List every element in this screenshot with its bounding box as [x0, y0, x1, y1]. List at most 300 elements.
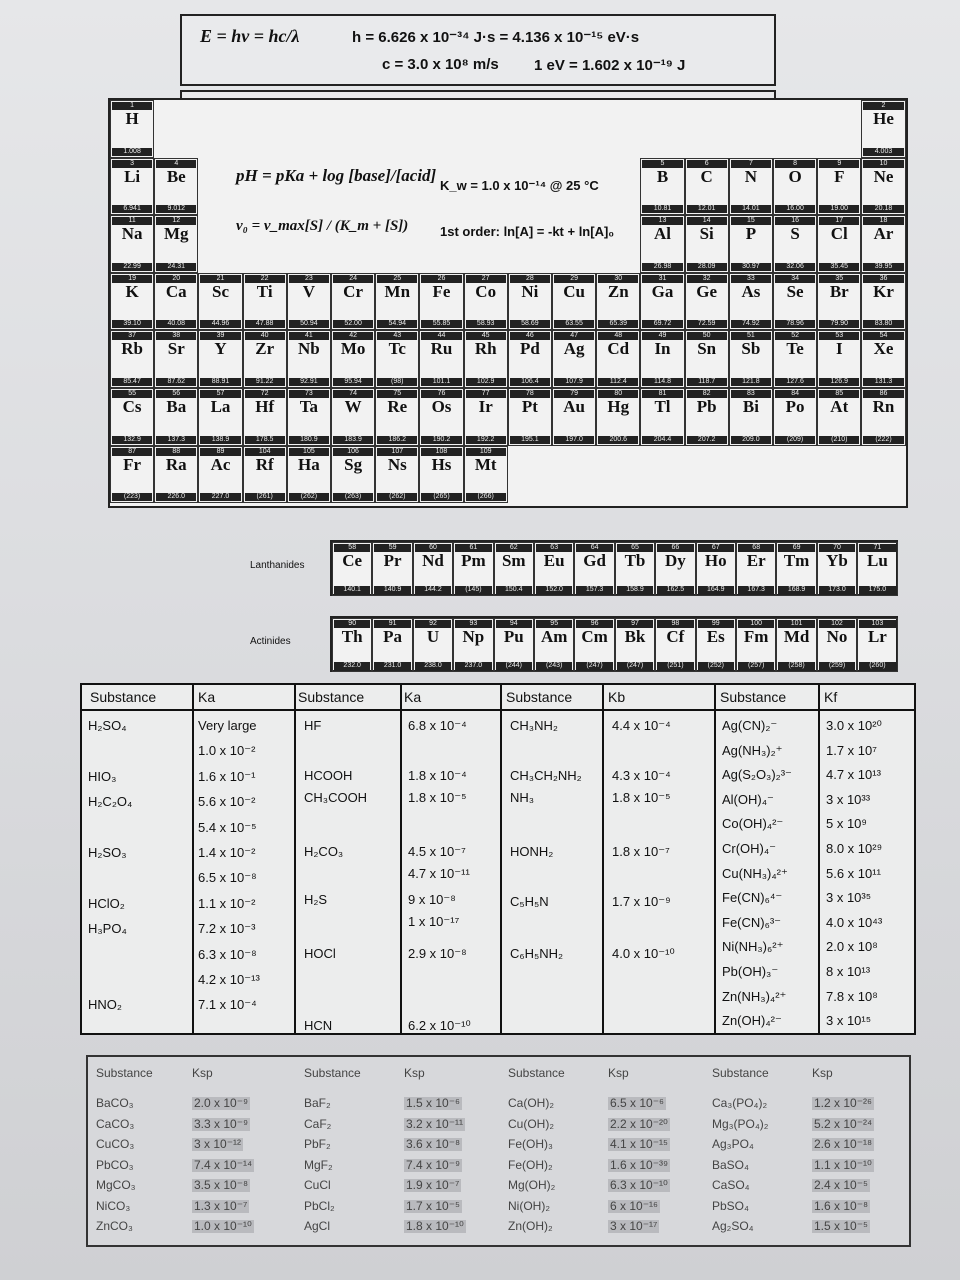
element-symbol: Pd	[519, 339, 540, 359]
atomic-mass: 190.2	[421, 436, 461, 444]
element-cell-lu	[857, 542, 897, 596]
atomic-number: 89	[216, 447, 225, 455]
atomic-number: 53	[835, 332, 844, 340]
atomic-mass: (145)	[455, 586, 491, 594]
acid-ka-substance: H₃PO₄	[88, 921, 127, 937]
atomic-number: 96	[590, 620, 599, 627]
element-cell-zr	[243, 330, 287, 388]
atomic-number: 18	[879, 217, 888, 225]
atomic-mass: 126.9	[819, 378, 859, 386]
acid2-ka-substance: CH₃COOH	[304, 790, 368, 805]
atomic-number: 81	[658, 390, 667, 397]
element-symbol: H	[125, 109, 139, 128]
element-cell-al	[640, 215, 684, 273]
complex-kf-value: 4.0 x 10⁴³	[826, 914, 883, 930]
element-symbol: Rn	[872, 397, 895, 416]
atomic-number: 107	[391, 447, 404, 455]
complex-kf-substance: Cu(NH₃)₄²⁺	[722, 865, 788, 881]
element-cell-os	[419, 388, 463, 446]
acid-ka-value: 1.4 x 10⁻²	[198, 845, 256, 860]
element-symbol: K	[125, 281, 139, 301]
atomic-number: 69	[792, 544, 801, 551]
element-cell-pt	[508, 388, 552, 446]
atomic-number: 20	[172, 274, 181, 282]
atomic-number: 93	[469, 620, 478, 627]
atomic-mass: 204.4	[642, 436, 682, 444]
acid-ka-substance: H₂SO₄	[88, 718, 127, 733]
atomic-mass: (222)	[863, 436, 903, 444]
atomic-number: 72	[260, 390, 269, 397]
element-cell-sm	[494, 542, 534, 596]
atomic-number: 68	[752, 544, 761, 551]
atomic-number: 73	[304, 390, 313, 397]
element-symbol: U	[426, 627, 440, 646]
atomic-number: 57	[216, 390, 225, 397]
ksp-value: 1.5 x 10⁻⁵	[814, 1219, 869, 1233]
ksp-value: 2.4 x 10⁻⁵	[814, 1178, 869, 1192]
element-cell-bi	[729, 388, 773, 446]
element-cell-si	[685, 215, 729, 273]
element-symbol: Sn	[697, 339, 717, 359]
atomic-mass: 44.96	[200, 320, 240, 328]
atomic-number: 92	[429, 620, 437, 627]
ksp-value: 3.6 x 10⁻⁸	[406, 1137, 461, 1151]
element-symbol: Mn	[384, 281, 411, 301]
atomic-mass: 91.22	[245, 378, 285, 386]
acid-ka-substance: HClO₂	[88, 895, 125, 911]
element-cell-as	[729, 273, 773, 331]
element-symbol: Cr	[343, 281, 363, 301]
atomic-mass: 227.0	[200, 493, 240, 501]
atomic-number: 29	[570, 274, 578, 282]
element-symbol: Po	[785, 397, 805, 416]
base-kb-value: 4.4 x 10⁻⁴	[612, 718, 671, 733]
element-symbol: Pt	[521, 397, 538, 416]
atomic-mass: 26.98	[642, 263, 682, 271]
atomic-number: 62	[509, 544, 518, 551]
atomic-number: 63	[550, 544, 559, 551]
element-symbol: Sr	[167, 339, 185, 359]
ksp-header-substance: Substance	[304, 1066, 361, 1080]
atomic-mass: 102.9	[466, 378, 506, 386]
ksp-substance: BaCO₃	[96, 1096, 134, 1110]
ksp-value: 2.6 x 10⁻¹⁸	[814, 1137, 873, 1151]
element-symbol: Sg	[344, 454, 363, 474]
complex-kf-substance: Pb(OH)₃⁻	[722, 964, 779, 979]
ksp-value: 2.0 x 10⁻⁹	[194, 1096, 249, 1110]
acid-ka-value: Very large	[198, 718, 257, 733]
element-symbol: Cd	[607, 339, 630, 359]
complex-kf-substance: Fe(CN)₆⁴⁻	[722, 890, 783, 906]
atomic-number: 27	[481, 274, 490, 282]
atomic-number: 94	[509, 620, 518, 627]
element-symbol: Be	[166, 166, 186, 186]
complex-kf-value: 3 x 10³³	[826, 791, 871, 807]
ksp-substance: Cu(OH)₂	[508, 1116, 554, 1131]
element-symbol: P	[745, 224, 757, 244]
element-cell-hg	[596, 388, 640, 446]
base-kb-value: 1.8 x 10⁻⁵	[612, 790, 671, 805]
atomic-number: 3	[130, 159, 135, 167]
atomic-number: 43	[393, 332, 402, 340]
acid2-ka-substance: HOCl	[304, 946, 336, 961]
element-symbol: Kr	[873, 281, 894, 301]
element-cell-np	[453, 618, 493, 672]
atomic-number: 15	[746, 217, 755, 225]
atomic-mass: 173.0	[819, 586, 855, 594]
atomic-mass: 162.5	[657, 586, 693, 594]
ksp-substance: AgCl	[304, 1219, 331, 1233]
atomic-mass: 85.47	[112, 378, 152, 386]
element-cell-sb	[729, 330, 773, 388]
column-divider	[714, 685, 716, 1033]
ksp-value: 3.5 x 10⁻⁸	[194, 1178, 249, 1192]
element-symbol: Co	[475, 281, 497, 301]
element-cell-ir	[464, 388, 508, 446]
element-cell-ga	[640, 273, 684, 331]
ksp-header-k: Ksp	[192, 1066, 213, 1080]
ksp-table	[86, 1055, 911, 1247]
element-symbol: Mt	[474, 454, 497, 474]
atomic-number: 75	[393, 390, 402, 397]
acid2-ka-value: 6.2 x 10⁻¹⁰	[408, 1018, 471, 1033]
element-cell-po	[773, 388, 817, 446]
element-symbol: Ge	[696, 281, 718, 301]
ksp-header-substance: Substance	[712, 1066, 769, 1080]
atomic-mass: 4.003	[863, 148, 903, 156]
acid-ka-substance: H₂C₂O₄	[88, 794, 133, 810]
speed-of-light: c = 3.0 x 10⁸ m/s	[382, 56, 499, 73]
atomic-mass: 183.9	[333, 436, 373, 444]
ksp-substance: Ag₂SO₄	[712, 1219, 754, 1233]
acid-ka-value: 5.4 x 10⁻⁵	[198, 819, 257, 835]
complex-kf-value: 3 x 10³⁵	[826, 890, 872, 906]
element-cell-p	[729, 215, 773, 273]
element-symbol: Ru	[430, 339, 453, 359]
element-cell-ag	[552, 330, 596, 388]
column-divider	[294, 685, 296, 1033]
element-symbol: Eu	[543, 551, 565, 570]
table-header-cell: Ka	[198, 689, 216, 705]
atomic-mass: 69.72	[642, 320, 682, 328]
element-cell-re	[375, 388, 419, 446]
atomic-number: 46	[525, 332, 534, 340]
element-symbol: Cf	[666, 627, 685, 646]
element-cell-pr	[372, 542, 412, 596]
complex-kf-substance: Zn(NH₃)₄²⁺	[722, 988, 787, 1004]
atomic-number: 95	[550, 620, 559, 627]
element-symbol: Zn	[607, 281, 629, 301]
element-cell-lr	[857, 618, 897, 672]
element-cell-ti	[243, 273, 287, 331]
acid-ka-value: 6.5 x 10⁻⁸	[198, 870, 257, 886]
atomic-number: 49	[658, 332, 667, 340]
element-cell-ar	[861, 215, 905, 273]
atomic-mass: 39.10	[112, 320, 152, 328]
element-cell-cl	[817, 215, 861, 273]
atomic-mass: (265)	[421, 493, 461, 501]
atomic-number: 33	[746, 274, 755, 282]
atomic-number: 35	[835, 274, 844, 282]
atomic-mass: 78.96	[775, 320, 815, 328]
element-symbol: Al	[653, 224, 671, 244]
element-cell-rh	[464, 330, 508, 388]
acid2-ka-value: 4.5 x 10⁻⁷	[408, 844, 466, 859]
table-header-cell: Kb	[608, 689, 626, 705]
base-kb-substance: HONH₂	[510, 844, 554, 859]
element-symbol: Ca	[165, 281, 187, 301]
element-symbol: Rh	[474, 339, 497, 359]
element-cell-rn	[861, 388, 905, 446]
column-divider	[818, 685, 820, 1033]
atomic-number: 9	[837, 159, 842, 167]
atomic-mass: (263)	[333, 493, 373, 501]
atomic-mass: (223)	[112, 493, 152, 501]
complex-kf-value: 1.7 x 10⁷	[826, 742, 877, 758]
ksp-value: 7.4 x 10⁻⁹	[406, 1157, 461, 1172]
atomic-number: 10	[879, 159, 888, 167]
ksp-substance: MgF₂	[304, 1157, 333, 1172]
equilibrium-constants-table	[80, 683, 916, 1035]
acid-ka-value: 4.2 x 10⁻¹³	[198, 972, 260, 987]
element-cell-o	[773, 158, 817, 216]
atomic-mass: 175.0	[859, 586, 895, 594]
atomic-mass: 231.0	[374, 662, 410, 670]
element-symbol: Te	[786, 339, 804, 359]
complex-kf-substance: Zn(OH)₄²⁻	[722, 1013, 782, 1029]
element-cell-ba	[154, 388, 198, 446]
atomic-mass: 167.3	[738, 586, 774, 594]
atomic-mass: 40.08	[156, 320, 196, 328]
element-cell-te	[773, 330, 817, 388]
ksp-value: 1.7 x 10⁻⁵	[406, 1198, 461, 1213]
atomic-number: 24	[349, 274, 357, 282]
element-cell-h	[110, 100, 154, 158]
atomic-mass: 180.9	[289, 436, 329, 444]
element-cell-ha	[287, 446, 331, 504]
atomic-mass: (247)	[576, 662, 612, 670]
element-symbol: Y	[214, 339, 227, 359]
ksp-value: 3 x 10⁻¹⁷	[610, 1219, 658, 1233]
acid2-ka-substance: H₂S	[304, 892, 328, 907]
complex-kf-substance: Ag(NH₃)₂⁺	[722, 742, 783, 758]
element-symbol: Er	[746, 551, 766, 570]
atomic-mass: 50.94	[289, 320, 329, 328]
planck-constant: h = 6.626 x 10⁻³⁴ J·s = 4.136 x 10⁻¹⁵ eV·s	[352, 29, 640, 46]
atomic-number: 11	[128, 217, 136, 225]
acid-ka-value: 7.1 x 10⁻⁴	[198, 997, 257, 1013]
element-symbol: Ti	[256, 281, 273, 301]
atomic-number: 37	[128, 332, 136, 340]
element-symbol: At	[830, 397, 849, 416]
element-symbol: Se	[786, 281, 804, 301]
atomic-mass: 164.9	[698, 586, 734, 594]
element-cell-mn	[375, 273, 419, 331]
element-cell-y	[198, 330, 242, 388]
element-cell-tb	[615, 542, 655, 596]
ksp-value: 1.2 x 10⁻²⁶	[814, 1096, 872, 1110]
ksp-value: 2.2 x 10⁻²⁰	[610, 1116, 668, 1131]
acid-ka-substance: HIO₃	[88, 768, 117, 784]
atomic-number: 4	[174, 159, 179, 167]
atomic-number: 58	[348, 544, 357, 551]
element-cell-zn	[596, 273, 640, 331]
ksp-value: 1.8 x 10⁻¹⁰	[406, 1219, 464, 1233]
element-cell-fm	[736, 618, 776, 672]
ksp-substance: BaSO₄	[712, 1157, 749, 1172]
reference-sheet	[70, 0, 930, 1280]
atomic-number: 87	[128, 447, 136, 455]
element-cell-rf	[243, 446, 287, 504]
atomic-number: 86	[879, 390, 888, 397]
element-symbol: Gd	[583, 551, 606, 570]
element-cell-fr	[110, 446, 154, 504]
atomic-mass: (209)	[775, 436, 815, 444]
atomic-number: 26	[437, 274, 446, 282]
kw-equation: K_w = 1.0 x 10⁻¹⁴ @ 25 °C	[440, 178, 599, 193]
atomic-mass: 200.6	[598, 436, 638, 444]
element-cell-be	[154, 158, 198, 216]
ksp-substance: ZnCO₃	[96, 1219, 133, 1233]
element-symbol: Pm	[461, 551, 486, 570]
acid2-ka-value: 1 x 10⁻¹⁷	[408, 914, 460, 929]
ksp-substance: Fe(OH)₂	[508, 1157, 553, 1172]
atomic-number: 101	[790, 620, 803, 627]
atomic-mass: 114.8	[642, 378, 682, 386]
atomic-mass: 138.9	[200, 436, 240, 444]
ksp-value: 1.3 x 10⁻⁷	[194, 1198, 248, 1213]
atomic-number: 31	[658, 274, 667, 282]
atomic-number: 32	[702, 274, 711, 282]
acid2-ka-substance: HF	[304, 718, 322, 733]
atomic-number: 56	[172, 390, 181, 397]
element-cell-na	[110, 215, 154, 273]
column-divider	[192, 685, 194, 1033]
atomic-number: 74	[349, 390, 357, 397]
column-divider	[400, 685, 402, 1033]
atomic-mass: 52.00	[333, 320, 373, 328]
atomic-mass: (251)	[657, 662, 693, 670]
atomic-mass: 101.1	[421, 378, 461, 386]
atomic-mass: (260)	[859, 662, 895, 670]
ksp-header-substance: Substance	[96, 1066, 153, 1080]
element-symbol: Nb	[298, 339, 320, 359]
element-symbol: Fm	[743, 627, 769, 646]
atomic-number: 22	[260, 274, 269, 282]
element-cell-xe	[861, 330, 905, 388]
atomic-number: 108	[435, 447, 448, 455]
element-symbol: S	[790, 224, 800, 244]
atomic-number: 79	[570, 390, 578, 397]
complex-kf-value: 3 x 10¹⁵	[826, 1013, 872, 1029]
ksp-substance: Ni(OH)₂	[508, 1198, 550, 1213]
atomic-number: 38	[172, 332, 181, 340]
base-kb-substance: NH₃	[510, 790, 535, 805]
element-cell-at	[817, 388, 861, 446]
element-cell-cs	[110, 388, 154, 446]
atomic-number: 103	[871, 620, 884, 627]
atomic-mass: 168.9	[778, 586, 814, 594]
element-cell-ce	[332, 542, 372, 596]
element-symbol: I	[835, 339, 843, 359]
element-symbol: Ns	[387, 454, 407, 474]
element-symbol: Tl	[654, 397, 671, 416]
atomic-mass: 32.06	[775, 263, 815, 271]
element-symbol: Ta	[299, 397, 319, 416]
complex-kf-value: 3.0 x 10²⁰	[826, 718, 882, 733]
atomic-mass: 140.9	[374, 586, 410, 594]
atomic-mass: 30.97	[731, 263, 771, 271]
element-symbol: Ne	[873, 166, 894, 186]
element-cell-mt	[464, 446, 508, 504]
constants-box	[180, 14, 776, 86]
atomic-mass: 72.59	[687, 320, 727, 328]
ksp-value: 3.2 x 10⁻¹¹	[406, 1116, 464, 1131]
atomic-number: 6	[704, 159, 709, 167]
atomic-mass: 192.2	[466, 436, 506, 444]
ksp-value: 1.6 x 10⁻⁸	[814, 1198, 869, 1213]
atomic-number: 99	[711, 620, 720, 627]
atomic-mass: 140.1	[334, 586, 370, 594]
element-symbol: Sc	[211, 281, 229, 301]
complex-kf-value: 4.7 x 10¹³	[826, 767, 881, 783]
element-symbol: Es	[706, 627, 725, 646]
atomic-mass: 12.01	[687, 205, 727, 213]
element-symbol: O	[788, 166, 802, 186]
atomic-mass: 47.88	[245, 320, 285, 328]
acid2-ka-value: 2.9 x 10⁻⁸	[408, 946, 467, 961]
element-cell-mo	[331, 330, 375, 388]
atomic-number: 88	[172, 447, 181, 455]
element-cell-pa	[372, 618, 412, 672]
element-symbol: Tb	[624, 551, 646, 570]
atomic-mass: 20.18	[863, 205, 903, 213]
complex-kf-substance: Cr(OH)₄⁻	[722, 841, 777, 856]
atomic-number: 45	[481, 332, 490, 340]
column-divider	[500, 685, 502, 1033]
atomic-number: 47	[570, 332, 578, 340]
element-symbol: Tm	[783, 551, 810, 570]
atomic-mass: 24.31	[156, 263, 196, 271]
element-symbol: Cm	[581, 627, 608, 646]
element-cell-er	[736, 542, 776, 596]
atomic-mass: 127.6	[775, 378, 815, 386]
complex-kf-substance: Co(OH)₄²⁻	[722, 816, 784, 832]
michaelis-menten-equation: v₀ = v_max[S] / (K_m + [S])	[236, 218, 409, 234]
element-symbol: Md	[783, 627, 810, 646]
base-kb-substance: C₅H₅N	[510, 894, 549, 909]
element-cell-pu	[494, 618, 534, 672]
ksp-substance: Mg₃(PO₄)₂	[712, 1116, 769, 1131]
table-header-cell: Substance	[720, 689, 787, 705]
ksp-value: 1.6 x 10⁻³⁹	[610, 1157, 669, 1172]
element-cell-ns	[375, 446, 419, 504]
atomic-mass: (259)	[819, 662, 855, 670]
atomic-number: 77	[481, 390, 490, 397]
element-symbol: Re	[387, 397, 408, 416]
ksp-substance: CaCO₃	[96, 1116, 135, 1131]
atomic-mass: (244)	[496, 662, 532, 670]
atomic-mass: 150.4	[496, 586, 532, 594]
atomic-number: 28	[525, 274, 534, 282]
atomic-number: 105	[303, 447, 315, 455]
element-cell-v	[287, 273, 331, 331]
ksp-value: 1.9 x 10⁻⁷	[406, 1178, 460, 1192]
atomic-mass: 197.0	[554, 436, 594, 444]
element-cell-hs	[419, 446, 463, 504]
acid-ka-value: 1.6 x 10⁻¹	[198, 768, 256, 784]
atomic-number: 109	[479, 447, 492, 455]
